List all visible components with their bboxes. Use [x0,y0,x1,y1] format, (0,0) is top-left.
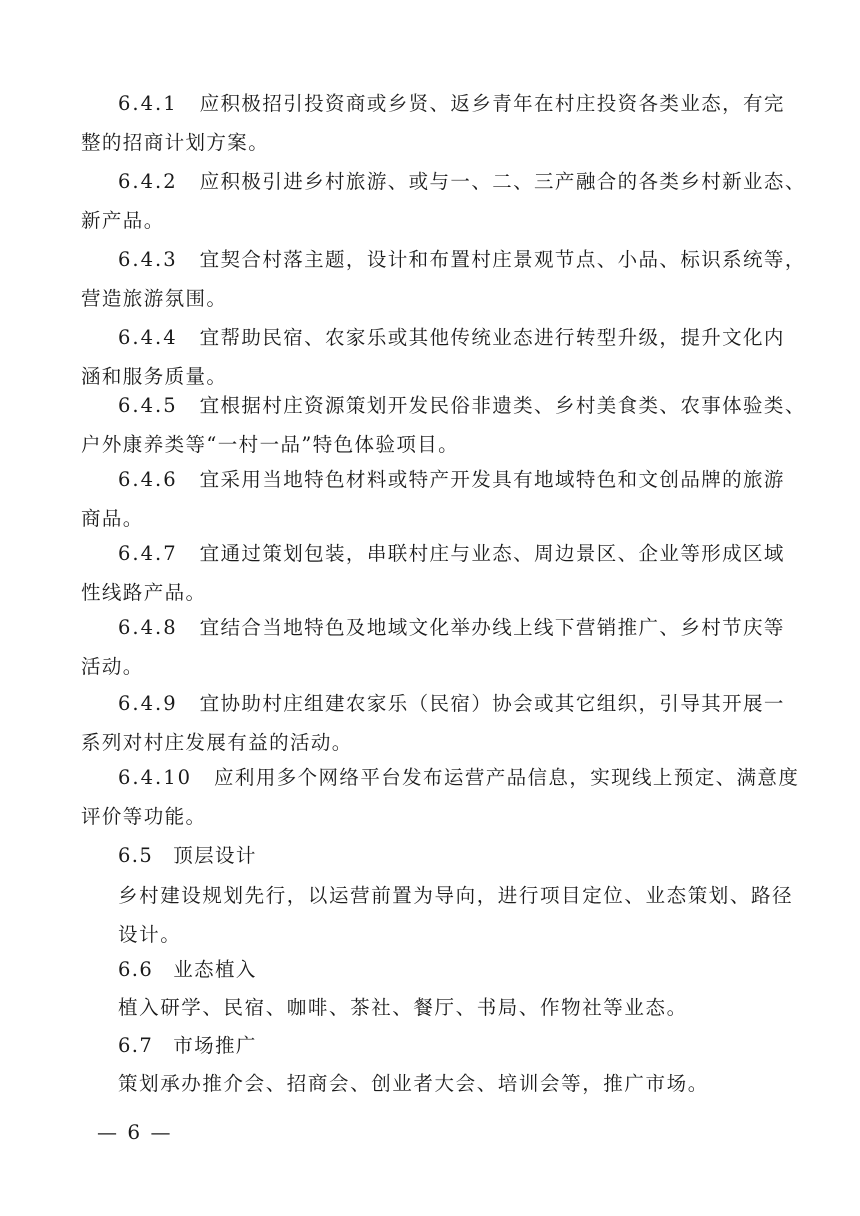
section-heading-6-5 [118,836,257,875]
clause-text-line2: 新产品。 [81,209,165,232]
clause-text-line1: 宜采用当地特色材料或特产开发具有地域特色和文创品牌的旅游 [199,468,785,491]
section-title: 市场推广 [173,1034,257,1057]
section-body-line1: 策划承办推介会、招商会、创业者大会、培训会等，推广市场。 [118,1072,709,1095]
clause-number: 6.4.8 [118,616,178,639]
clause-number: 6.4.10 [118,766,193,789]
clause-number: 6.4.5 [118,394,178,417]
section-number: 6.7 [118,1034,154,1057]
clause-text-line1: 应积极引进乡村旅游、或与一、二、三产融合的各类乡村新业态、 [199,170,806,193]
clause-6-4-5 [81,386,806,464]
clause-text-line1: 宜协助村庄组建农家乐（民宿）协会或其它组织，引导其开展一 [199,692,785,715]
section-number: 6.5 [118,844,154,867]
clause-number: 6.4.4 [118,326,178,349]
clause-text-line2: 营造旅游氛围。 [81,287,228,310]
clause-6-4-8 [81,608,785,686]
clause-text-line2: 性线路产品。 [81,581,207,604]
clause-number: 6.4.9 [118,692,178,715]
clause-text-line2: 户外康养类等“一村一品”特色体验项目。 [81,433,460,456]
clause-number: 6.4.2 [118,170,178,193]
clause-6-4-9 [81,684,785,762]
clause-text-line2: 系列对村庄发展有益的活动。 [81,731,353,754]
clause-6-4-7 [81,534,785,612]
clause-number: 6.4.7 [118,542,178,565]
clause-6-4-1 [81,84,785,162]
clause-6-4-6 [81,460,785,538]
section-body-6-6 [118,988,758,1027]
clause-number: 6.4.6 [118,468,178,491]
section-body-6-5 [118,876,794,954]
clause-text-line2: 商品。 [81,507,144,530]
section-body-line2: 设计。 [118,923,182,946]
clause-6-4-4 [81,318,785,396]
section-title: 业态植入 [173,958,257,981]
clause-text-line2: 评价等功能。 [81,805,207,828]
clause-text-line1: 宜帮助民宿、农家乐或其他传统业态进行转型升级，提升文化内 [199,326,785,349]
page-number: — 6 — [97,1120,173,1144]
clause-6-4-10 [81,758,800,836]
section-number: 6.6 [118,958,154,981]
clause-text-line1: 应利用多个网络平台发布运营产品信息，实现线上预定、满意度 [214,766,800,789]
section-body-line1: 乡村建设规划先行，以运营前置为导向，进行项目定位、业态策划、路径 [118,884,794,907]
clause-text-line1: 应积极招引投资商或乡贤、返乡青年在村庄投资各类业态，有完 [199,92,785,115]
clause-number: 6.4.1 [118,92,178,115]
clause-number: 6.4.3 [118,248,178,271]
clause-text-line2: 涵和服务质量。 [81,365,228,388]
clause-text-line1: 宜契合村落主题，设计和布置村庄景观节点、小品、标识系统等， [199,248,806,271]
section-title: 顶层设计 [173,844,257,867]
clause-text-line2: 整的招商计划方案。 [81,131,270,154]
section-heading-6-7 [118,1026,257,1065]
clause-text-line1: 宜结合当地特色及地域文化举办线上线下营销推广、乡村节庆等 [199,616,785,639]
section-body-6-7 [118,1064,758,1103]
clause-text-line1: 宜根据村庄资源策划开发民俗非遗类、乡村美食类、农事体验类、 [199,394,806,417]
clause-text-line2: 活动。 [81,655,144,678]
section-body-line1: 植入研学、民宿、咖啡、茶社、餐厅、书局、作物社等业态。 [118,996,688,1019]
clause-text-line1: 宜通过策划包装，串联村庄与业态、周边景区、企业等形成区域 [199,542,785,565]
clause-6-4-2 [81,162,806,240]
section-heading-6-6 [118,950,257,989]
clause-6-4-3 [81,240,806,318]
